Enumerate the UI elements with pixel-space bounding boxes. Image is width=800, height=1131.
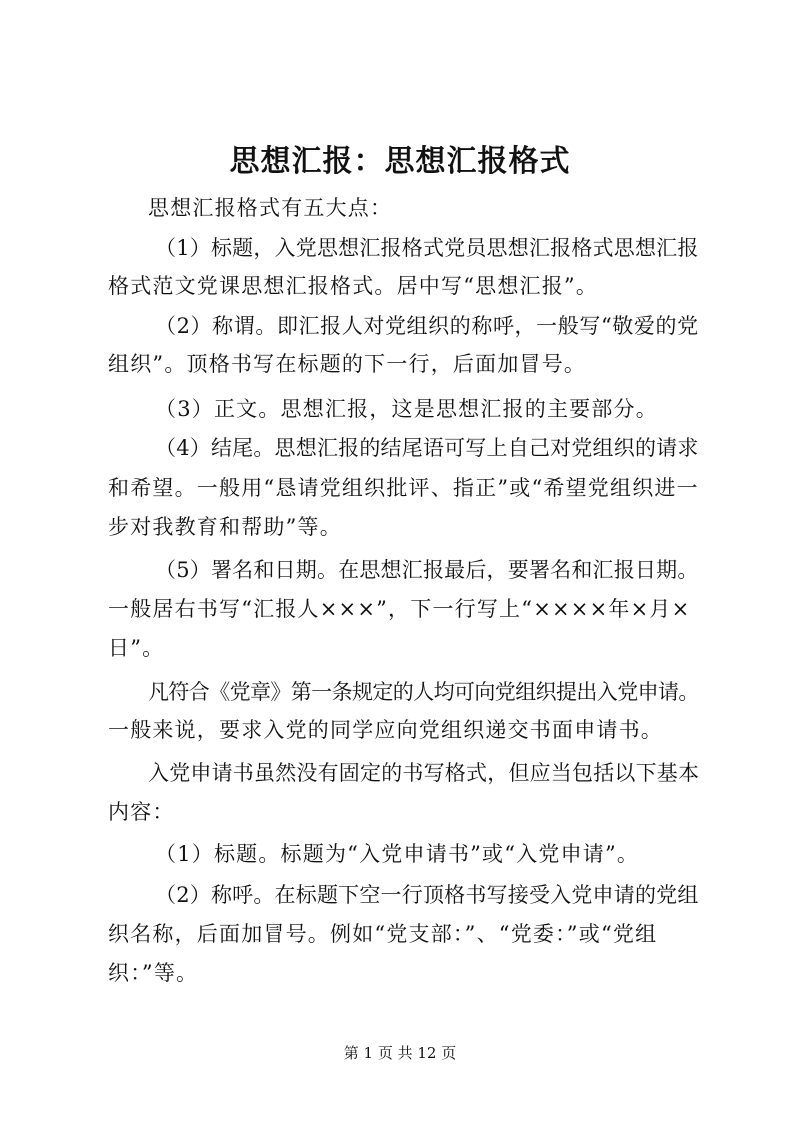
paragraph-line: （2）称谓。即汇报人对党组织的称呼，一般写“敬爱的党 [155, 314, 699, 338]
paragraph-line: 织名称，后面加冒号。例如“党支部：”、“党委：”或“党组 [108, 922, 658, 946]
paragraph-line: （3）正文。思想汇报，这是思想汇报的主要部分。 [155, 397, 658, 421]
paragraph-line: 格式范文党课思想汇报格式。居中写“思想汇报”。 [108, 274, 599, 298]
paragraph-line: 组织”。顶格书写在标题的下一行，后面加冒号。 [108, 352, 587, 376]
paragraph-line: 入党申请书虽然没有固定的书写格式，但应当包括以下基本 [148, 761, 700, 785]
paragraph-line: 内容： [108, 800, 175, 824]
paragraph-line: 思想汇报格式有五大点： [148, 196, 393, 220]
paragraph-line: 一般来说，要求入党的同学应向党组织递交书面申请书。 [108, 718, 663, 742]
page-number-footer: 第 1 页 共 12 页 [343, 1044, 457, 1062]
paragraph-line: （5）署名和日期。在思想汇报最后，要署名和汇报日期。 [155, 558, 699, 582]
paragraph-line: 织：”等。 [108, 961, 199, 985]
paragraph-line: （1）标题，入党思想汇报格式党员思想汇报格式思想汇报 [155, 236, 699, 260]
document-title: 思想汇报：思想汇报格式 [229, 144, 571, 179]
paragraph-line: 日”。 [108, 636, 165, 660]
paragraph-line: 一般居右书写“汇报人×××”，下一行写上“××××年×月× [108, 597, 691, 621]
paragraph-line: （1）标题。标题为“入党申请书”或“入党申请”。 [155, 842, 640, 866]
paragraph-line: 和希望。一般用“恳请党组织批评、指正”或“希望党组织进一 [108, 476, 699, 500]
paragraph-line: （4）结尾。思想汇报的结尾语可写上自己对党组织的请求 [155, 436, 699, 460]
paragraph-line: （2）称呼。在标题下空一行顶格书写接受入党申请的党组 [155, 883, 699, 907]
paragraph-line: 步对我教育和帮助”等。 [108, 515, 342, 539]
paragraph-line: 凡符合《党章》第一条规定的人均可向党组织提出入党申请。 [148, 680, 699, 704]
